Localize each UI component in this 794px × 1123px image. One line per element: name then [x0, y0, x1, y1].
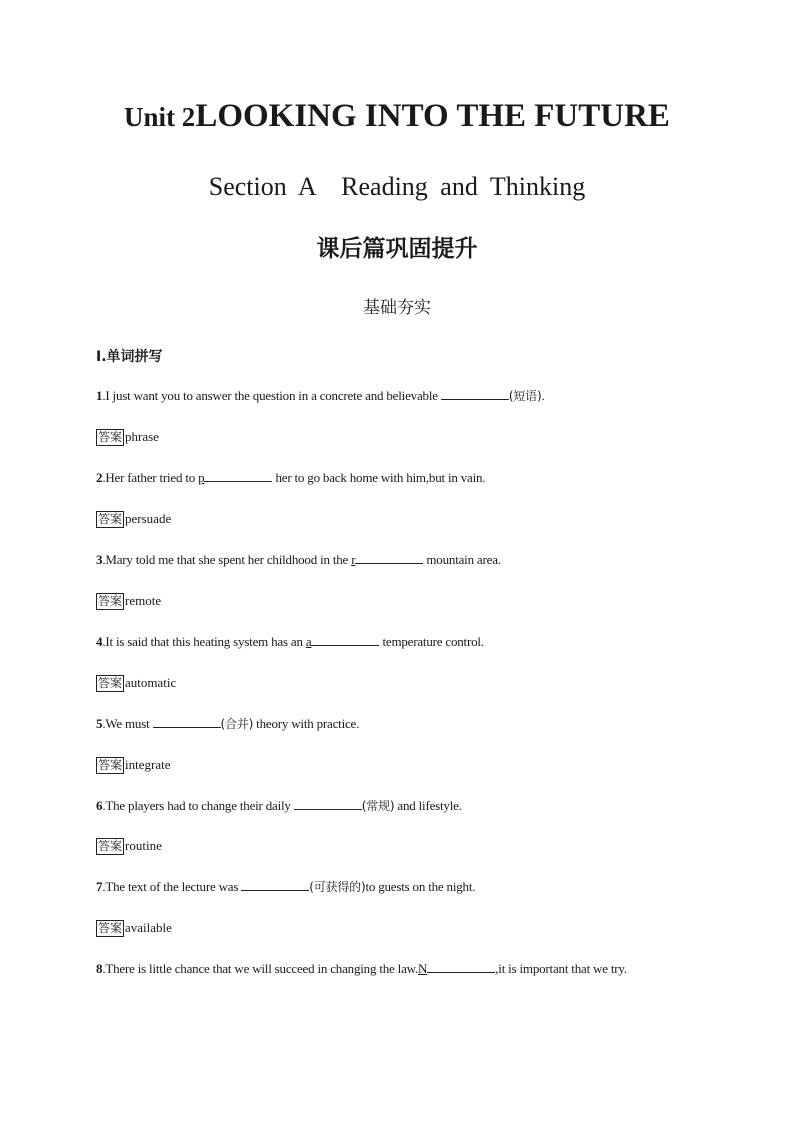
blank[interactable]: [355, 551, 423, 564]
blank[interactable]: [427, 960, 495, 973]
answer-6: 答案 routine: [98, 838, 162, 853]
answer-3: 答案 remote: [98, 593, 162, 608]
blank[interactable]: [294, 797, 362, 810]
answer-tag: 答案: [98, 430, 123, 444]
answer-tag: 答案: [98, 921, 123, 935]
question-7: 7.The text of the lecture was (可获得的)to guests on the night.: [96, 879, 476, 894]
answer-tag: 答案: [98, 594, 123, 608]
answer-1: 答案 phrase: [98, 429, 159, 444]
answer-tag: 答案: [98, 512, 123, 526]
answer-tag: 答案: [98, 676, 123, 690]
section-label: Ⅰ.单词拼写: [96, 349, 163, 365]
question-6: 6.The players had to change their daily (常规) and lifestyle.: [96, 798, 462, 813]
blank[interactable]: [441, 387, 509, 400]
blank[interactable]: [153, 715, 221, 728]
answer-4: 答案 automatic: [98, 675, 177, 690]
question-2: 2.Her father tried to p her to go back home with him,but in vain.: [96, 470, 486, 485]
chinese-subheading: 基础夯实: [363, 298, 431, 318]
question-1: 1.I just want you to answer the question in a concrete and believable (短语).: [96, 388, 545, 403]
question-3: 3.Mary told me that she spent her childhood in the r mountain area.: [96, 552, 501, 567]
title-main: LOOKING INTO THE FUTURE: [195, 98, 670, 134]
blank[interactable]: [204, 469, 272, 482]
answer-2: 答案 persuade: [98, 511, 172, 526]
blank[interactable]: [311, 633, 379, 646]
blank[interactable]: [241, 878, 309, 891]
answer-tag: 答案: [98, 839, 123, 853]
question-8: 8.There is little chance that we will succeed in changing the law.N ,it is important that we try.: [96, 961, 627, 976]
question-5: 5.We must (合并) theory with practice.: [96, 716, 360, 731]
answer-5: 答案 integrate: [98, 757, 171, 772]
answer-7: 答案 available: [98, 920, 172, 935]
title-unit: Unit 2: [124, 102, 196, 132]
question-4: 4.It is said that this heating system has an a temperature control.: [96, 634, 484, 649]
page-title: [0, 98, 794, 135]
chinese-heading: 课后篇巩固提升: [316, 236, 478, 262]
section-subtitle: Section A Reading and Thinking: [208, 172, 586, 201]
answer-tag: 答案: [98, 758, 123, 772]
